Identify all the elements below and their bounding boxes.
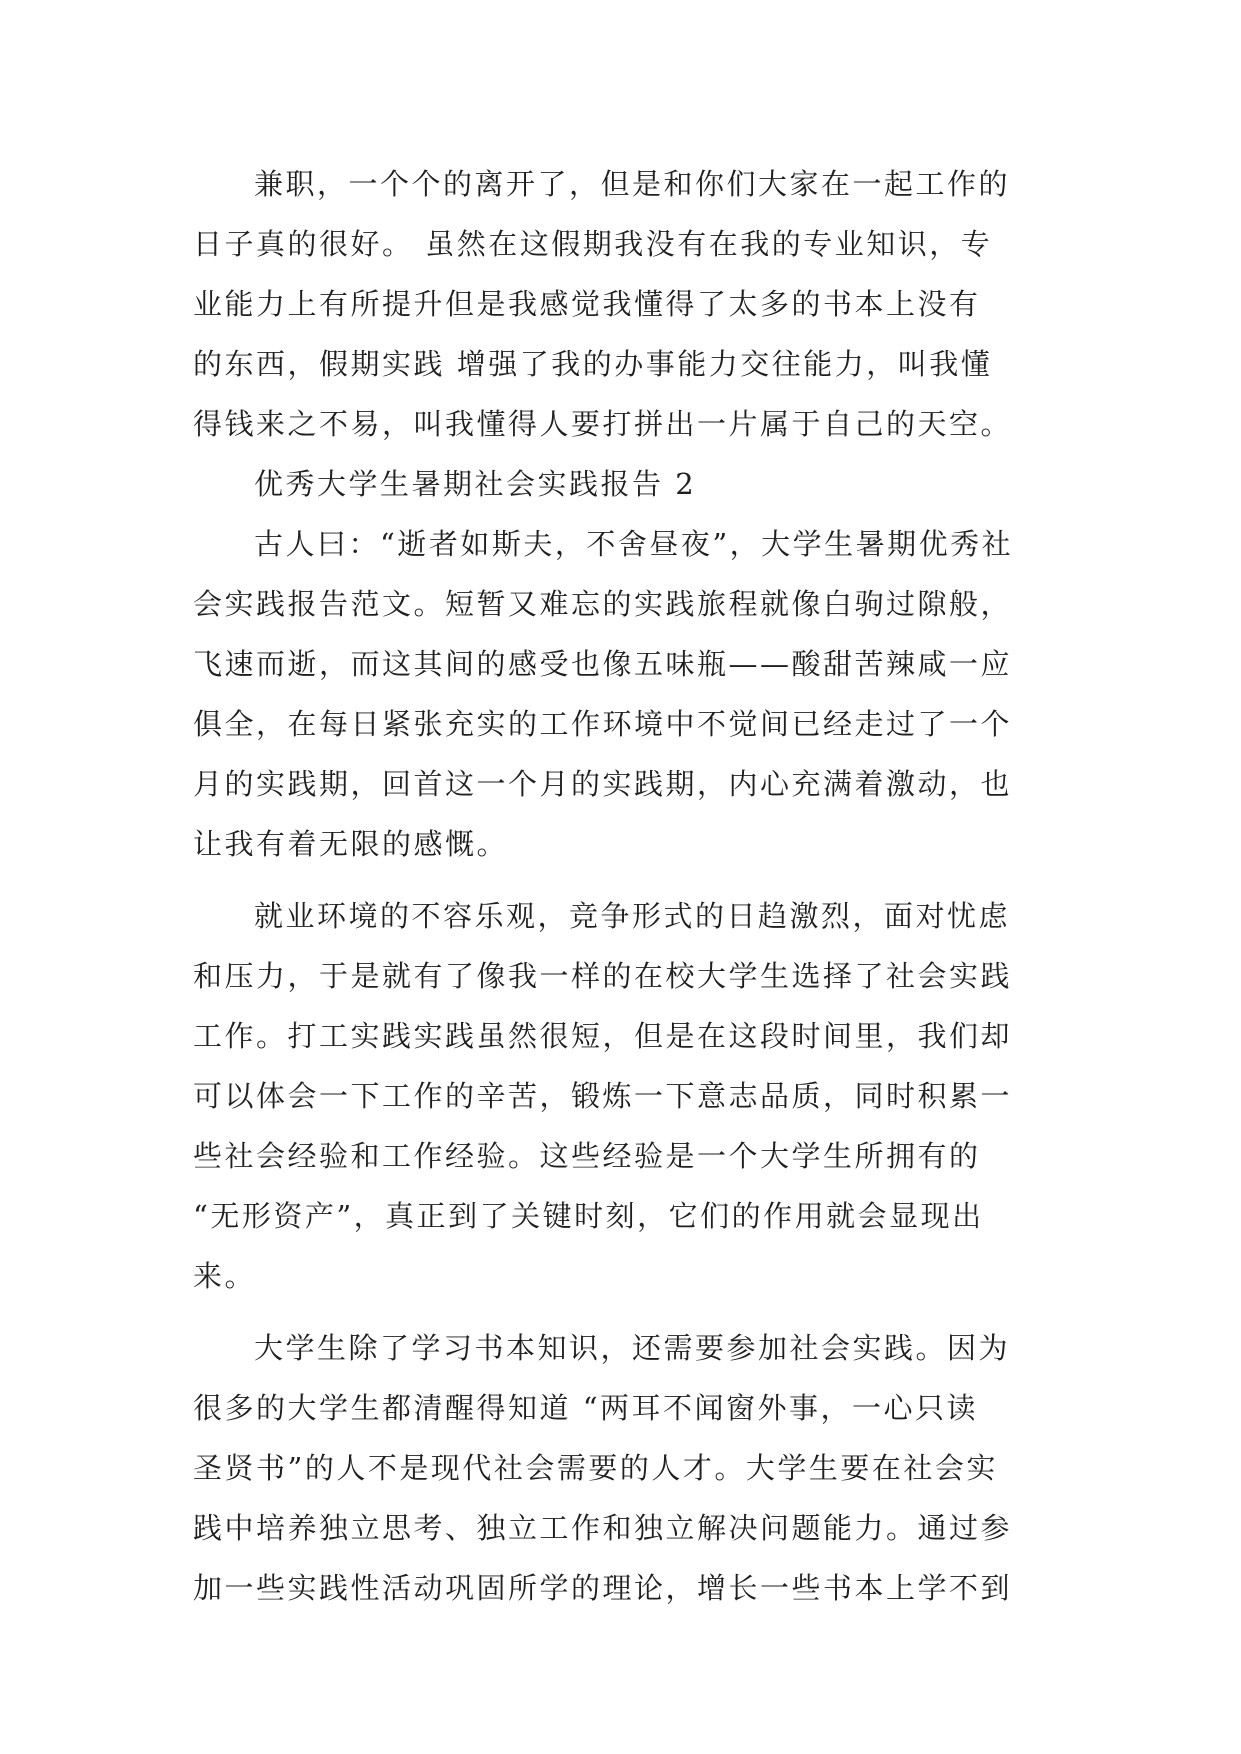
text-line: 很多的大学生都清醒得知道 “两耳不闻窗外事，一心只读 <box>193 1391 979 1425</box>
text-line: 俱全，在每日紧张充实的工作环境中不觉间已经走过了一个 <box>193 707 1013 741</box>
text-line: 加一些实践性活动巩固所学的理论，增长一些书本上学不到 <box>193 1571 1013 1605</box>
text-line: 业能力上有所提升但是我感觉我懂得了太多的书本上没有 <box>193 287 981 321</box>
text-line: 圣贤书”的人不是现代社会需要的人才。大学生要在社会实 <box>193 1451 998 1485</box>
paragraph-gap <box>193 874 1049 886</box>
text-line: 大学生除了学习书本知识，还需要参加社会实践。因为 <box>254 1331 1011 1365</box>
text-line: 可以体会一下工作的辛苦，锻炼一下意志品质，同时积累一 <box>193 1079 1013 1113</box>
text-line: 会实践报告范文。短暂又难忘的实践旅程就像白驹过隙般， <box>193 587 1013 621</box>
text-line: 古人曰：“逝者如斯夫，不舍昼夜”，大学生暑期优秀社 <box>254 527 1014 561</box>
text-line: 兼职，一个个的离开了，但是和你们大家在一起工作的 <box>254 167 1011 201</box>
text-line: 践中培养独立思考、独立工作和独立解决问题能力。通过参 <box>193 1511 1013 1545</box>
text-line: “无形资产”，真正到了关键时刻，它们的作用就会显现出 <box>193 1199 984 1233</box>
paragraph-gap <box>193 1306 1049 1318</box>
text-line: 工作。打工实践实践虽然很短，但是在这段时间里，我们却 <box>193 1019 1013 1053</box>
text-line: 月的实践期，回首这一个月的实践期，内心充满着激动，也 <box>193 767 1013 801</box>
text-line: 来。 <box>193 1259 257 1293</box>
document-body <box>193 154 1049 1618</box>
text-line: 让我有着无限的感慨。 <box>193 827 509 861</box>
text-line: 飞速而逝，而这其间的感受也像五味瓶——酸甜苦辣咸一应 <box>193 647 1013 681</box>
text-line: 的东西，假期实践 增强了我的办事能力交往能力，叫我懂 <box>193 347 993 381</box>
text-line: 得钱来之不易，叫我懂得人要打拼出一片属于自己的天空。 <box>193 407 1013 441</box>
section-heading: 优秀大学生暑期社会实践报告 2 <box>254 467 697 501</box>
text-line: 些社会经验和工作经验。这些经验是一个大学生所拥有的 <box>193 1139 981 1173</box>
text-line: 就业环境的不容乐观，竞争形式的日趋激烈，面对忧虑 <box>254 899 1011 933</box>
text-line: 和压力，于是就有了像我一样的在校大学生选择了社会实践 <box>193 959 1013 993</box>
text-line: 日子真的很好。 虽然在这假期我没有在我的专业知识，专 <box>193 227 993 261</box>
